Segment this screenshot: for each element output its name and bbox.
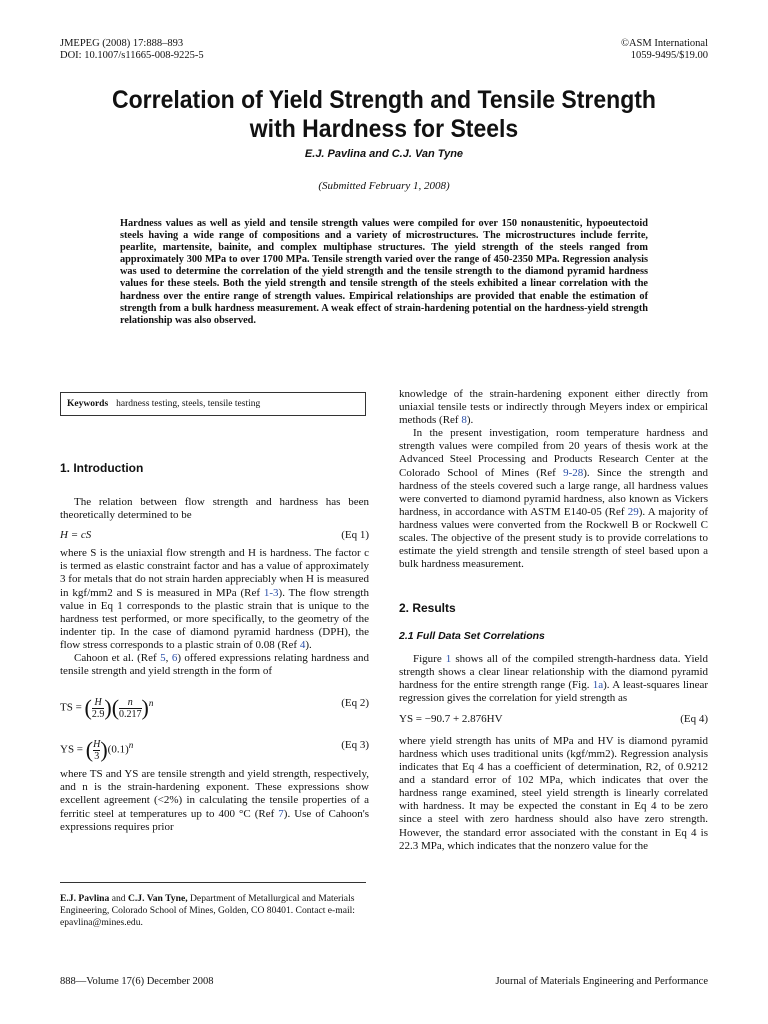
author-affiliation: E.J. Pavlina and C.J. Van Tyne, Department of Metallurgical and Materials Engineering, Colorado School of Mines, Golden, CO 80401. Contact e-mail: epavlina@mines.edu. (60, 893, 355, 929)
figure-link[interactable]: 1 (445, 652, 452, 665)
equation-1-label: (Eq 1) (341, 529, 369, 542)
reference-link[interactable]: 7 (278, 807, 284, 820)
reference-link[interactable]: 5 (160, 652, 166, 665)
paragraph: where TS and YS are tensile strength and yield strength, respectively, and n is the strain-hardening exponent. These expressions show excellent agreement (<2%) in calculating the tensile properties of a ferritic steel at temperatures up to 400 °C (Ref 7). Use of Cahoon's expressions requires prior (60, 768, 369, 833)
paragraph: In the present investigation, room temperature hardness and strength values were compiled from 20 years of thesis work at the Advanced Steel Processing and Products Research Center at the Colorado School of Mines (Ref 9-28). Since the strength and hardness of the steels covered such a large range, all hardness values were converted to diamond pyramid hardness, also known as Vickers hardness, in accordance with ASTM E140-05 (Ref 29). A majority of hardness values were converted from the Rockwell B or Rockwell C scales. The objective of the present study is to provide correlations to estimate the yield strength and tensile strength of steel based upon a bulk hardness measurement. (399, 427, 708, 571)
paragraph: Cahoon et al. (Ref 5, 6) offered expressions relating hardness and tensile strength and yield strength in the form of (60, 652, 369, 678)
running-header-right (621, 38, 708, 62)
equation-4-body: YS = −90.7 + 2.876HV (399, 712, 503, 725)
reference-link[interactable]: 8 (461, 414, 467, 427)
journal-citation: JMEPEG (2008) 17:888–893 (60, 38, 184, 49)
section-heading-introduction: 1. Introduction (60, 461, 144, 475)
equation-2: TS = ( $\frac{H}{2.9}$ )( $\frac{n}{0.217}$ )$^n$ (Eq 2) (60, 686, 369, 720)
keywords-label: Keywords (67, 399, 109, 409)
reference-link[interactable]: 6 (171, 652, 178, 665)
abstract: Hardness values as well as yield and tensile strength values were compiled for over 150 nonaustenitic, hypoeutectoid steels having a wide range of compositions and a variety of microstructures. The microstructures include ferrite, pearlite, martensite, bainite, and complex multiphase structures. The yield strength of the steels ranged from approximately 300 MPa to over 1700 MPa. Tensile strength varied over the range of 450-2350 MPa. Regression analysis was used to determine the correlation of the yield strength and the tensile strength to the diamond pyramid hardness values for these steels. Both the yield strength and tensile strength of the steels exhibited a linear correlation with the hardness over the entire range of strength values. Empirical relationships are provided that enable the estimation of strength from a bulk hardness measurement. A weak effect of strain-hardening potential on the hardness-yield strength relationship was also observed. (120, 218, 648, 326)
reference-link[interactable]: 4 (299, 638, 306, 651)
keywords-list: hardness testing, steels, tensile testing (116, 399, 261, 409)
paragraph: Figure 1 shows all of the compiled strength-hardness data. Yield strength shows a clear linear relationship with the diamond pyramid hardness for the entire strength range (Fig. 1a). A least-squares linear regression gives the correlation for yield strength as (399, 652, 708, 704)
subsection-heading: 2.1 Full Data Set Correlations (399, 630, 545, 643)
paragraph: where S is the uniaxial flow strength and H is hardness. The factor c is termed as elastic constraint factor and has a value of approximately 3 for metals that do not strain harden appreciably when H is measured in kgf/mm2 and S is measured in MPa (Ref 1-3). The flow strength value in Eq 1 corresponds to the plastic strain that is unique to the hardness test performed, or more specifically, to the geometry of the indenter tip. In the case of diamond pyramid hardness (DPH), the flow stress corresponds to a plastic strain of 0.08 (Ref 4). (60, 547, 369, 651)
submission-date: (Submitted February 1, 2008) (318, 180, 450, 192)
doi: DOI: 10.1007/s11665-008-9225-5 (60, 50, 204, 61)
equation-2-label: (Eq 2) (341, 697, 369, 710)
reference-link[interactable]: 29 (627, 505, 639, 518)
title-line-1: Correlation of Yield Strength and Tensile Strength (112, 86, 656, 114)
reference-link[interactable]: 1-3 (263, 586, 279, 599)
author-list: E.J. Pavlina and C.J. Van Tyne (304, 148, 464, 160)
equation-1-body: H = cS (60, 529, 92, 542)
equation-4 (399, 713, 708, 731)
left-column (60, 462, 369, 834)
equation-3: YS = ( $\frac{H}{3}$ )$(0.1)^n$ (Eq 3) (60, 728, 369, 762)
paper-title (86, 86, 682, 144)
section-heading-results: 2. Results (399, 601, 456, 616)
equation-4-label: (Eq 4) (680, 712, 708, 725)
equation-1 (60, 529, 369, 547)
copyright: ©ASM International (620, 38, 708, 49)
paragraph: knowledge of the strain-hardening exponent either directly from uniaxial tensile tests or indirectly through Meyers index or empirical methods (Ref 8). (399, 388, 708, 427)
paragraph: where yield strength has units of MPa and HV is diamond pyramid hardness which uses traditional units (kgf/mm2). Regression analysis indicates that Eq 4 has a coefficient of determination, R2, of 0.9212 and a standard error of 102 MPa, which indicates that over the hardness range examined, steel yield strength is linearly correlated with hardness. It may be expected the constant in Eq 4 to be zero since a steel with zero hardness should also have zero strength. However, the standard error associated with the constant in Eq 4 is 22.3 MPa, which indicates that the nonzero value for the (399, 734, 708, 852)
title-line-2: with Hardness for Steels (249, 115, 519, 143)
equation-3-label: (Eq 3) (341, 739, 369, 752)
right-column (399, 388, 708, 853)
footer-left: 888—Volume 17(6) December 2008 (60, 976, 214, 987)
issn-price: 1059-9495/$19.00 (630, 50, 708, 61)
footer-right: Journal of Materials Engineering and Performance (495, 976, 708, 987)
running-header-left (60, 38, 204, 62)
footnote-separator (60, 882, 366, 883)
figure-link[interactable]: 1a (592, 678, 604, 691)
keywords-box (60, 392, 366, 416)
paragraph: The relation between flow strength and hardness has been theoretically determined to be (60, 496, 369, 522)
reference-link[interactable]: 9-28 (563, 466, 584, 479)
